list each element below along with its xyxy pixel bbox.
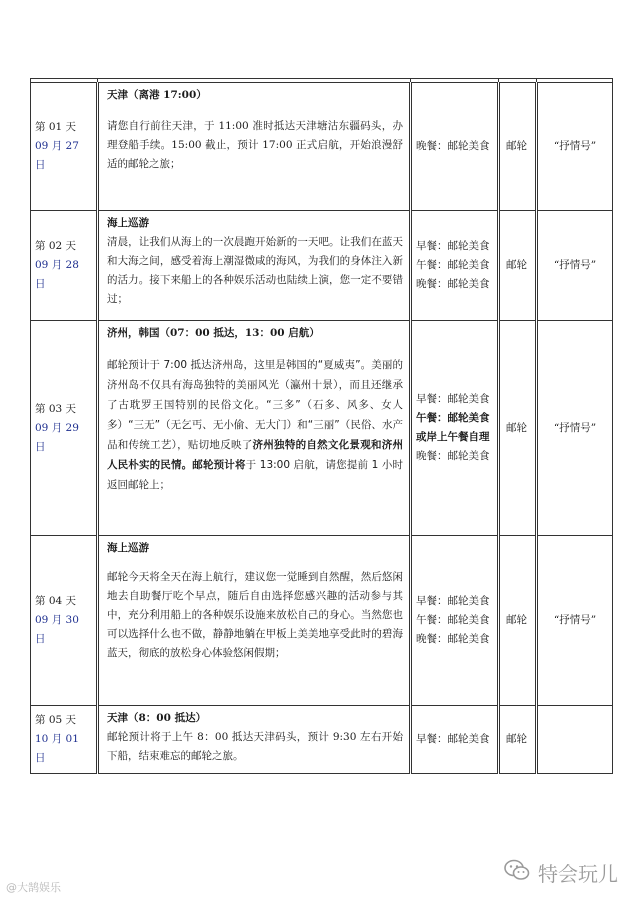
destination-title: 海上巡游: [107, 542, 149, 554]
day-cell: [31, 211, 98, 321]
ship-cell: [537, 706, 613, 774]
day-cell: [31, 321, 98, 536]
description-cell: [98, 321, 411, 536]
meals-cell: [411, 706, 499, 774]
meal-line: 或岸上午餐自理: [416, 431, 490, 443]
itinerary-table: [30, 78, 613, 774]
brand-watermark: [504, 858, 618, 887]
description-text: 清晨，让我们从海上的一次晨跑开始新的一天吧。让我们在蓝天和大海之间，感受着海上潮湿微咸的海风，为我们的身体注入新的活力。接下来船上的各种娱乐活动也陆续上演，您一定不要错过；: [107, 236, 403, 305]
meal-line: 午餐：邮轮美食: [416, 412, 490, 424]
meal-line: 晚餐：邮轮美食: [416, 450, 490, 462]
description-text: 邮轮今天将全天在海上航行，建议您一觉睡到自然醒，然后悠闲地去自助餐厅吃个早点，随后自由选择您感兴趣的活动参与其中，充分利用船上的各种娱乐设施来放松自己的身心。当然您也可以选择什么也不做，静静地躺在甲板上美美地享受此时的碧海蓝天，彻底的放松身心体验悠闲假期；: [107, 571, 403, 659]
ship-cell: “抒情号”: [537, 536, 613, 706]
day-number: 第 05 天: [35, 714, 77, 726]
description-emphasis: 济州独特的自然文化景观和济州人民朴实的民情。邮轮预计将: [107, 439, 404, 471]
day-number: 第 03 天: [35, 402, 77, 415]
meal-line: 晚餐：邮轮美食: [416, 278, 490, 290]
transport-cell: 邮轮: [499, 321, 537, 536]
description-part: 邮轮预计于 7:00 抵达济州岛，这里是韩国的“夏威夷”。美丽的济州岛不仅具有海岛独特的美丽风光（瀛州十景），而且还继承了古耽罗王国特别的民俗文化。“三多”（石多、风多、女人多）“三无”（无乞丐、无小偷、无大门）和“三丽”（民俗、水产品和传统工艺），贴切地反映了: [107, 359, 403, 451]
destination-title: 济州，韩国（07：00 抵达，13：00 启航）: [107, 327, 320, 339]
meal-line: 午餐：邮轮美食: [416, 259, 490, 271]
transport-cell: 邮轮: [499, 536, 537, 706]
meal-line: 早餐：邮轮美食: [416, 733, 490, 745]
day-cell: [31, 706, 98, 774]
table-row: [31, 321, 613, 536]
watermark: [6, 879, 61, 895]
table-row: [31, 83, 613, 211]
ship-cell: “抒情号”: [537, 83, 613, 211]
meal-line: 晚餐：邮轮美食: [416, 140, 490, 152]
destination-title: 海上巡游: [107, 217, 149, 229]
description-part: 于 13:00 启航，请您提前 1 小时返回邮轮上；: [107, 459, 404, 491]
ship-cell: “抒情号”: [537, 321, 613, 536]
description-text: [107, 355, 403, 495]
transport-cell: 邮轮: [499, 706, 537, 774]
meal-line: 午餐：邮轮美食: [416, 614, 490, 626]
table-row: [31, 536, 613, 706]
meals-cell: [411, 321, 499, 536]
transport-cell: 邮轮: [499, 211, 537, 321]
day-number: 第 02 天: [35, 240, 77, 252]
meal-line: 早餐：邮轮美食: [416, 393, 490, 405]
destination-title: 天津（8：00 抵达）: [107, 712, 207, 724]
day-cell: [31, 536, 98, 706]
ship-cell: “抒情号”: [537, 211, 613, 321]
meals-cell: [411, 211, 499, 321]
table-row: [31, 706, 613, 774]
description-cell: [98, 83, 411, 211]
description-cell: [98, 211, 411, 321]
brand-text: 特会玩儿: [538, 862, 618, 886]
wechat-icon: [504, 859, 530, 886]
meals-cell: [411, 83, 499, 211]
day-date: 09 月 28 日: [35, 259, 79, 290]
day-date: 09 月 29 日: [35, 421, 79, 453]
day-date: 09 月 30 日: [35, 614, 79, 645]
meal-line: 早餐：邮轮美食: [416, 595, 490, 607]
meals-cell: [411, 536, 499, 706]
transport-cell: 邮轮: [499, 83, 537, 211]
description-cell: [98, 536, 411, 706]
description-cell: [98, 706, 411, 774]
day-number: 第 04 天: [35, 595, 77, 607]
table-row: [31, 211, 613, 321]
day-cell: [31, 83, 98, 211]
description-text: 请您自行前往天津，于 11:00 准时抵达天津塘沽东疆码头，办理登船手续。15:00 截止，预计 17:00 正式启航，开始浪漫舒适的邮轮之旅；: [107, 120, 403, 170]
day-date: 09 月 27 日: [35, 140, 79, 171]
destination-title: 天津（离港 17:00）: [107, 89, 207, 101]
meal-line: 晚餐：邮轮美食: [416, 633, 490, 645]
description-text: 邮轮预计将于上午 8：00 抵达天津码头，预计 9:30 左右开始下船，结束难忘的邮轮之旅。: [107, 731, 403, 762]
meal-line: 早餐：邮轮美食: [416, 240, 490, 252]
watermark-text: @大鹄娱乐: [6, 881, 61, 894]
day-number: 第 01 天: [35, 121, 77, 133]
day-date: 10 月 01 日: [35, 733, 79, 764]
